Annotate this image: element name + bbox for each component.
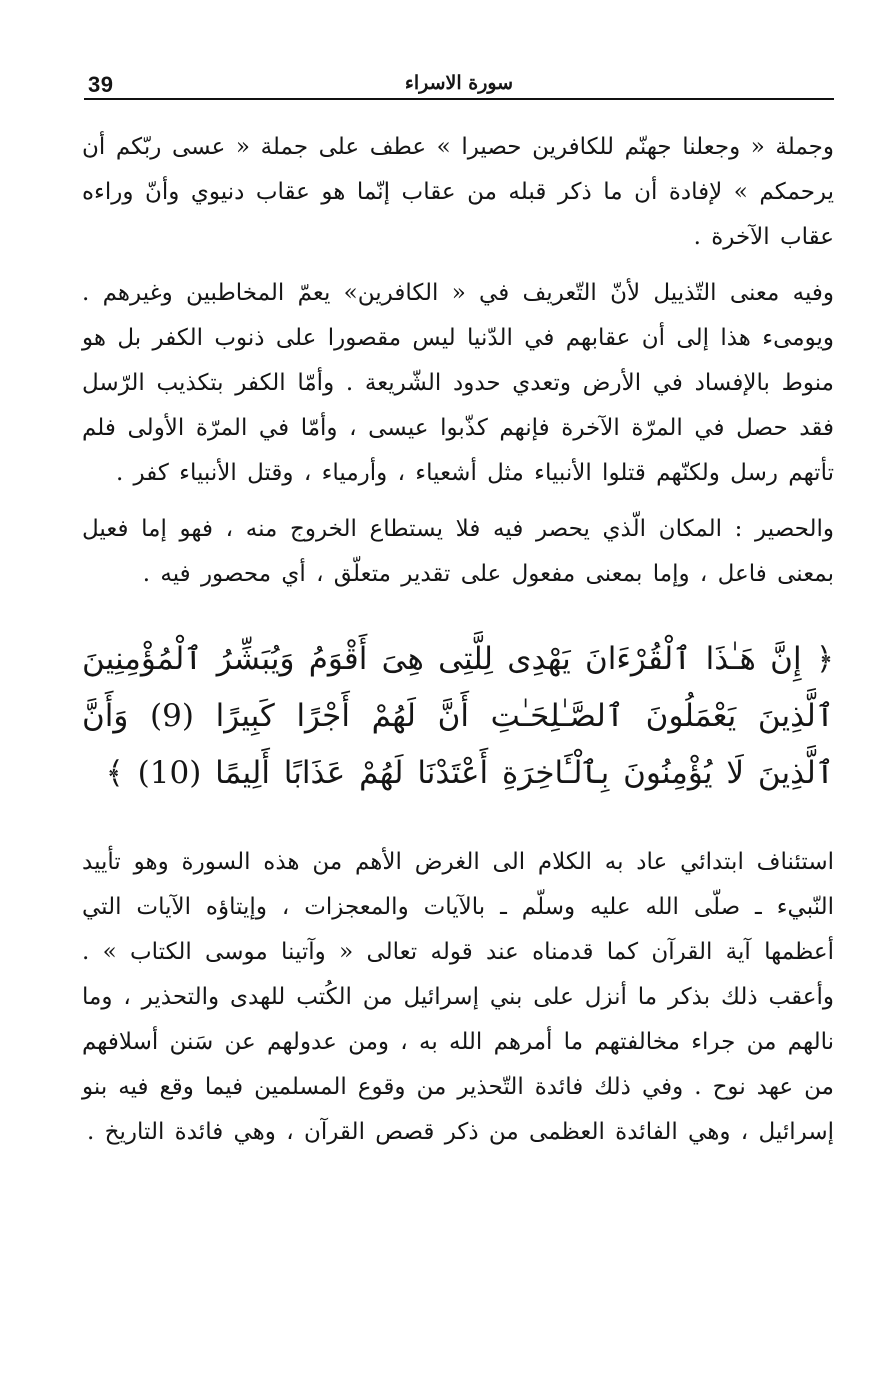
page-header [84,68,834,102]
commentary-paragraph: استئناف ابتدائي عاد به الكلام الى الغرض الأهم من هذه السورة وهو تأييد النّبيء ـ صلّى الله عليه وسلّم ـ بالآيات والمعجزات ، وإيتاؤه الآيات التي أعظمها آية القرآن كما قدمناه عند قوله تعالى « وآتينا موسى الكتاب » . وأعقب ذلك بذكر ما أنزل على بني إسرائيل من الكُتب للهدى والتحذير ، وما نالهم من جراء مخالفتهم ما أمرهم الله به ، ومن عدولهم عن سَنن أسلافهم من عهد نوح . وفي ذلك فائدة التّحذير من وقوع المسلمين فيما وقع فيه بنو إسرائيل ، وهي الفائدة العظمى من ذكر قصص القرآن ، وهي فائدة التاريخ . [82,849,834,1145]
page-number: 39 [88,72,114,97]
page-body [82,125,834,1155]
paragraph-2: وفيه معنى التّذييل لأنّ التّعريف في « الكافرين» يعمّ المخاطبين وغيرهم . ويومىء هذا إلى أن عقابهم في الدّنيا ليس مقصورا على ذنوب الكفر بل هو منوط بالإفساد في الأرض وتعدي حدود الشّريعة . وأمّا الكفر بتكذيب الرّسل فقد حصل في المرّة الآخرة فإنهم كذّبوا عيسى ، وأمّا في المرّة الأولى فلم تأتهم رسل ولكنّهم قتلوا الأنبياء مثل أشعياء ، وأرمياء ، وقتل الأنبياء كفر . [82,280,834,486]
running-title: سورة الاسراء [404,72,514,94]
header-rule [84,98,834,100]
paragraph-1: وجملة « وجعلنا جهنّم للكافرين حصيرا » عطف على جملة « عسى ربّكم أن يرحمكم » لإفادة أن ما ذكر قبله من عقاب إنّما هو عقاب دنيوي وأنّ وراءه عقاب الآخرة . [82,134,834,250]
quran-verse: ﴿ إِنَّ هَـٰذَا ٱلْقُرْءَانَ يَهْدِى لِلَّتِى هِىَ أَقْوَمُ وَيُبَشِّرُ ٱلْمُؤْمِنِينَ ٱلَّذِينَ يَعْمَلُونَ ٱلصَّـٰلِحَـٰتِ أَنَّ لَهُمْ أَجْرًا كَبِيرًا (9) وَأَنَّ ٱلَّذِينَ لَا يُؤْمِنُونَ بِٱلْـَٔاخِرَةِ أَعْتَدْنَا لَهُمْ عَذَابًا أَلِيمًا (10) ﴾ [82,641,834,791]
paragraph-3: والحصير : المكان الّذي يحصر فيه فلا يستطاع الخروج منه ، فهو إما فعيل بمعنى فاعل ، وإما بمعنى مفعول على تقدير متعلّق ، أي محصور فيه . [82,516,834,587]
